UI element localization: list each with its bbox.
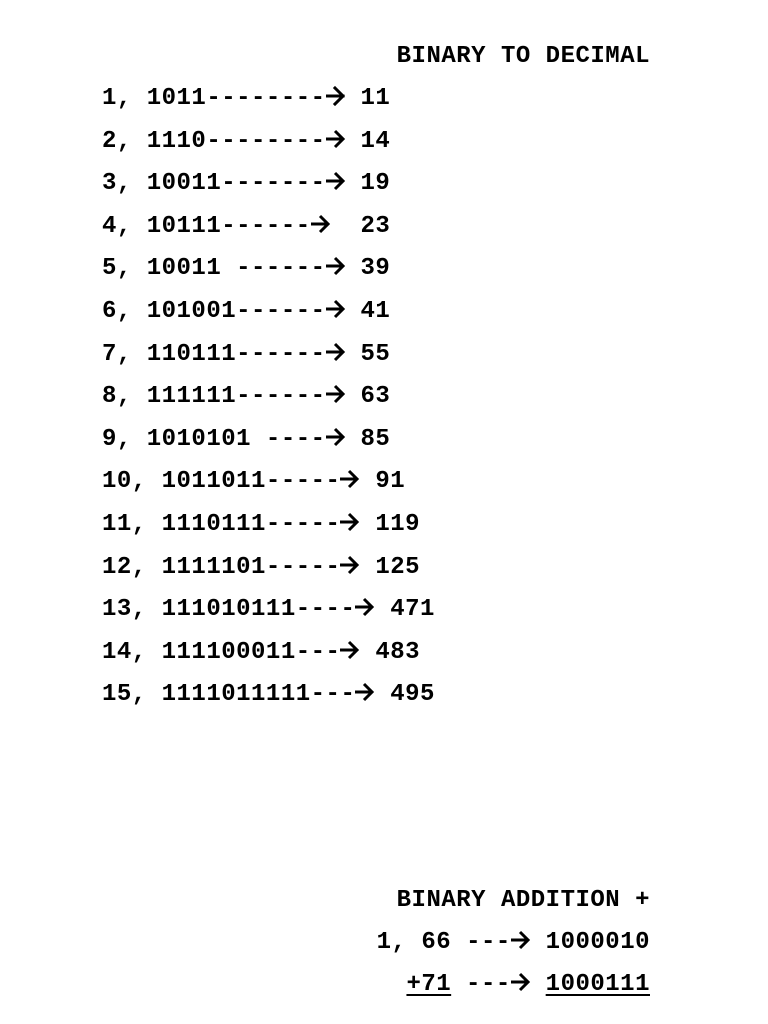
arrow-icon [326,427,346,447]
addition-binary-2: 1000111 [545,971,650,998]
conversion-row [102,255,435,298]
binary-value: 11, 1110111----- [102,510,341,538]
decimal-value: 125 [360,553,421,581]
decimal-value: 11 [345,85,391,112]
binary-value: 4, 10111------ [102,212,311,240]
arrow-icon [340,640,360,660]
arrow-icon [311,214,331,234]
binary-addition-section [377,887,650,1013]
arrow-icon [340,469,360,489]
binary-value: 12, 1111101----- [102,553,341,581]
decimal-value: 63 [345,383,391,411]
conversion-row [102,128,435,171]
arrow-icon [326,299,346,319]
binary-value: 3, 10011------- [102,170,326,198]
arrow-icon [511,972,531,992]
decimal-value: 471 [375,596,435,624]
decimal-value: 14 [345,127,391,155]
decimal-value: 91 [360,468,406,496]
addition-row-2 [377,971,650,1013]
binary-value: 1, 1011-------- [102,85,326,112]
decimal-value: 483 [360,638,421,666]
section-title-binary-addition: BINARY ADDITION + [396,887,650,914]
arrow-icon [326,384,346,404]
binary-value: 7, 110111------ [102,340,326,368]
decimal-value: 19 [345,170,391,198]
addition-binary-1: 1000010 [530,929,650,956]
conversion-row [102,341,435,384]
conversion-row [102,426,435,469]
arrow-icon [340,512,360,532]
arrow-icon [355,682,375,702]
addition-operand-1: 1, 66 --- [376,929,511,956]
addition-operand-2: +71 [406,971,452,998]
decimal-value: 55 [345,340,391,368]
decimal-value: 23 [330,212,391,240]
conversion-row [102,383,435,426]
binary-value: 9, 1010101 ---- [102,425,326,453]
conversion-row [102,596,435,639]
arrow-icon [326,171,346,191]
arrow-icon [511,930,531,950]
conversion-row [102,511,435,554]
arrow-icon [326,129,346,149]
conversion-row [102,468,435,511]
conversion-row [102,681,435,724]
conversion-row [102,170,435,213]
binary-value: 2, 1110-------- [102,127,326,155]
arrow-icon [326,256,346,276]
binary-value: 8, 111111------ [102,383,326,411]
conversion-row [102,85,435,128]
arrow-icon [326,86,346,106]
binary-value: 5, 10011 ------ [102,255,326,283]
binary-value: 14, 111100011--- [102,638,341,666]
conversion-row [102,213,435,256]
conversion-list [102,85,435,724]
binary-value: 13, 111010111---- [102,596,356,624]
binary-value: 6, 101001------ [102,297,326,325]
decimal-value: 39 [345,255,391,283]
decimal-value: 41 [345,297,391,325]
decimal-value: 495 [375,681,435,709]
conversion-row [102,639,435,682]
conversion-row [102,554,435,597]
conversion-row [102,298,435,341]
addition-row-1 [377,929,650,971]
addition-dashes-2: --- [451,971,511,998]
decimal-value: 119 [360,510,421,538]
binary-value: 15, 1111011111--- [102,681,356,709]
arrow-icon [326,342,346,362]
section-title-binary-to-decimal: BINARY TO DECIMAL [396,43,650,70]
arrow-icon [355,597,375,617]
arrow-icon [340,555,360,575]
decimal-value: 85 [345,425,391,453]
binary-value: 10, 1011011----- [102,468,341,496]
